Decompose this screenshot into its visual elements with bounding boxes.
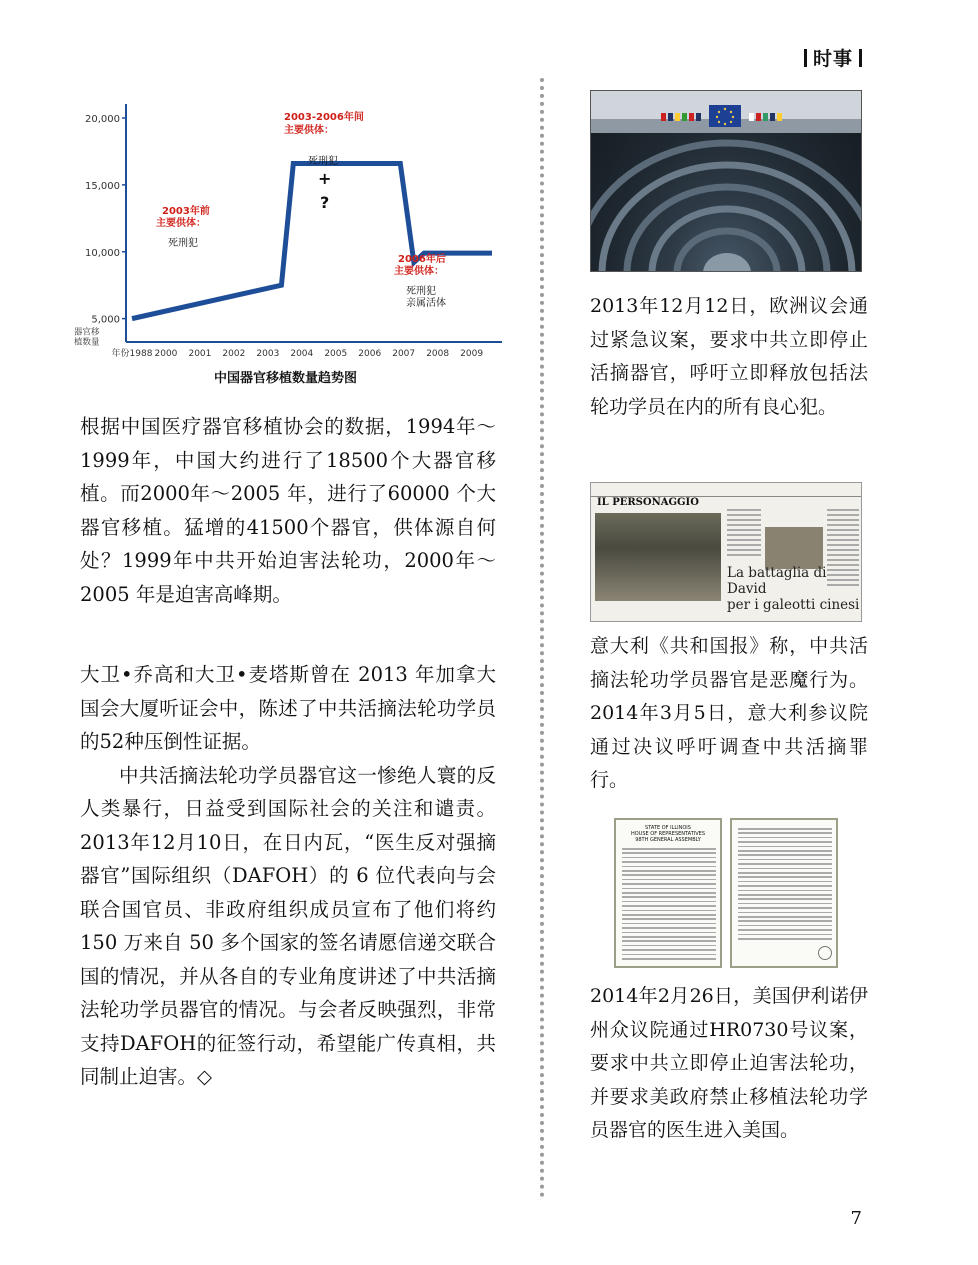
article-para-1 [80,410,496,611]
x-tick-label: 年份1988 [111,349,153,359]
caption-text: 2013年12月12日，欧洲议会通过紧急议案，要求中共立即停止活摘器官，呼吁立即释放包括法轮功学员在内的所有良心犯。 [590,295,868,418]
annotation-text: 亲属活体 [406,298,446,309]
text-line [827,524,859,526]
annotation-text: 死刑犯 [168,238,198,249]
annotation-text: 主要供体： [284,125,334,136]
column-divider [540,78,544,1198]
chart-title: 中国器官移植数量趋势图 [214,371,358,386]
text-line [827,584,859,586]
section-label: 时事 [812,48,853,70]
text-line [738,850,832,852]
text-line [622,945,716,947]
caption-text: 2014年2月26日，美国伊利诺伊州众议院通过HR0730号议案，要求中共立即停止迫害法轮功，并要求美政府禁止移植法轮功学员器官的医生进入美国。 [590,985,868,1141]
courtroom-image [595,513,721,601]
text-line [738,894,832,896]
annotation-text: 死刑犯 [406,286,436,297]
x-tick-label: 2000 [154,349,178,359]
parliament-illustration [591,91,862,272]
flag-shape [763,113,768,121]
x-tick-label: 2008 [426,349,450,359]
text-line [738,876,832,878]
flag-shape [749,113,754,121]
text-line [622,927,716,929]
text-line [727,529,761,531]
resolution-page-left [614,818,722,968]
text-line [827,559,859,561]
text-line [622,861,716,863]
flag-shape [777,113,782,121]
text-line [622,910,716,912]
text-line [738,912,832,914]
text-line [622,905,716,907]
y-tick-label: 15,000 [85,180,120,192]
text-line [727,524,761,526]
text-line [738,859,832,861]
x-tick-label: 2001 [188,349,212,359]
text-line [727,534,761,536]
annotation-text: 主要供体： [156,218,206,229]
headline-line: per i galeotti cinesi [727,597,860,613]
text-line [827,554,859,556]
x-tick-label: 2009 [460,349,484,359]
text-line [622,932,716,934]
resolution-heading-line: STATE OF ILLINOIS [645,825,691,831]
flag-shape [675,113,680,121]
flag-shape [682,113,687,121]
headline-line: La battaglia di David [727,565,827,597]
paragraph: 中共活摘法轮功学员器官这一惨绝人寰的反人类暴行，日益受到国际社会的关注和谴责。2013年12月10日，在日内瓦，“医生反对强摘器官”国际组织（DAFOH）的 6 位代表向与会联合国官员、非政府组织成员宣布了他们将约 150 万来自 50 多个国家的签名请愿信递交联合国的情况，并从各自的专业角度讲述了中共活摘法轮功学员器官的情况。与会者反映强烈，非常支持DAFOH的征签行动，希望能广传真相，共同制止迫害。◇ [80,763,496,1088]
text-line [738,841,832,843]
annotation-text: 2003-2006年间 [284,112,364,123]
text-line [827,574,859,576]
text-line [727,514,761,516]
caption-newspaper [590,630,868,798]
text-line [622,940,716,942]
text-line [622,870,716,872]
text-line [738,837,832,839]
text-line [827,534,859,536]
text-line [827,539,859,541]
text-line [827,519,859,521]
flag-shape [689,113,694,121]
y-tick-label: 20,000 [85,114,120,125]
flag-shape [661,113,666,121]
annotation-text: + [318,169,332,188]
text-line [827,544,859,546]
text-line [622,954,716,956]
text-line [622,883,716,885]
text-line [622,879,716,881]
portrait-image [765,527,823,569]
text-line [738,934,832,936]
text-line [727,544,761,546]
chart-ticks [74,114,483,359]
european-parliament-photo [590,90,862,272]
text-line [622,874,716,876]
text-line [738,846,832,848]
text-line [738,885,832,887]
text-line [622,892,716,894]
text-line [827,509,859,511]
text-line [827,569,859,571]
y-axis-label: 植数量 [74,337,100,348]
annotation-text: ? [320,193,330,212]
state-seal [818,946,832,960]
caption-resolution [590,980,868,1148]
text-line [622,936,716,938]
resolution-page-right [730,818,838,968]
text-line [738,907,832,909]
chart-annotations [156,110,446,309]
newspaper-headline [727,565,861,613]
text-line [738,938,832,940]
x-tick-label: 2004 [290,349,314,359]
text-line [827,579,859,581]
italian-newspaper-photo [590,482,862,622]
text-line [622,848,716,850]
resolution-heading [616,825,720,843]
flag-shape [696,113,701,121]
text-line [727,554,761,556]
text-line [622,857,716,859]
paragraph: 大卫•乔高和大卫•麦塔斯曾在 2013 年加拿大国会大厦听证会中，陈述了中共活摘法轮功学员的52种压倒性证据。 [80,663,496,753]
text-line [827,549,859,551]
text-line [738,920,832,922]
section-tag [798,44,868,71]
x-tick-label: 2007 [392,349,416,359]
text-line [622,852,716,854]
newspaper-topbar [591,483,862,497]
y-axis-label: 器官移 [74,327,100,338]
text-line [622,866,716,868]
text-line [727,509,761,511]
paragraph: 根据中国医疗器官移植协会的数据，1994年～1999年，中国大约进行了18500个大器官移植。而2000年～2005 年，进行了60000 个大器官移植。猛增的41500个器官，供体源自何处？1999年中共开始迫害法轮功，2000年～2005 年是迫害高峰期。 [80,415,496,606]
text-line [622,918,716,920]
text-line [622,901,716,903]
text-line [622,958,716,960]
text-line [827,529,859,531]
annotation-text: 主要供体： [394,266,444,277]
x-tick-label: 2005 [324,349,348,359]
text-line [738,854,832,856]
y-tick-label: 5,000 [91,314,120,326]
text-line [738,863,832,865]
text-line [622,888,716,890]
caption-parliament [590,290,868,424]
text-line [738,890,832,892]
text-line [738,916,832,918]
resolution-heading-line: 98TH GENERAL ASSEMBLY [635,837,701,843]
illinois-resolution-photo [614,818,838,968]
text-line [622,896,716,898]
resolution-heading-line: HOUSE OF REPRESENTATIVES [630,831,705,837]
text-line [622,923,716,925]
text-line [738,872,832,874]
text-line [622,914,716,916]
annotation-text: 死刑犯 [308,156,338,167]
text-line [727,519,761,521]
text-line [727,549,761,551]
text-line [827,514,859,516]
text-line [738,832,832,834]
x-tick-label: 2002 [222,349,246,359]
x-tick-label: 2006 [358,349,382,359]
text-line [738,903,832,905]
text-line [738,898,832,900]
text-line [738,868,832,870]
flag-shape [668,113,673,121]
article-para-2 [80,658,496,1094]
annotation-text: 2003年前 [162,206,210,217]
annotation-text: 2006年后 [398,254,446,265]
page-number: 7 [850,1208,862,1229]
text-line [738,925,832,927]
text-line [738,929,832,931]
newspaper-masthead: IL PERSONAGGIO [597,497,699,508]
flag-shape [756,113,761,121]
section-bar-right [859,49,862,67]
organ-transplant-chart [72,90,512,390]
section-bar-left [804,49,807,67]
y-tick-label: 10,000 [85,247,120,259]
text-line [827,564,859,566]
caption-text: 意大利《共和国报》称，中共活摘法轮功学员器官是恶魔行为。2014年3月5日，意大利参议院通过决议呼吁调查中共活摘罪行。 [590,635,868,791]
text-line [738,828,832,830]
x-tick-label: 2003 [256,349,280,359]
flag-shape [770,113,775,121]
text-line [622,949,716,951]
text-line [727,539,761,541]
text-line [738,881,832,883]
